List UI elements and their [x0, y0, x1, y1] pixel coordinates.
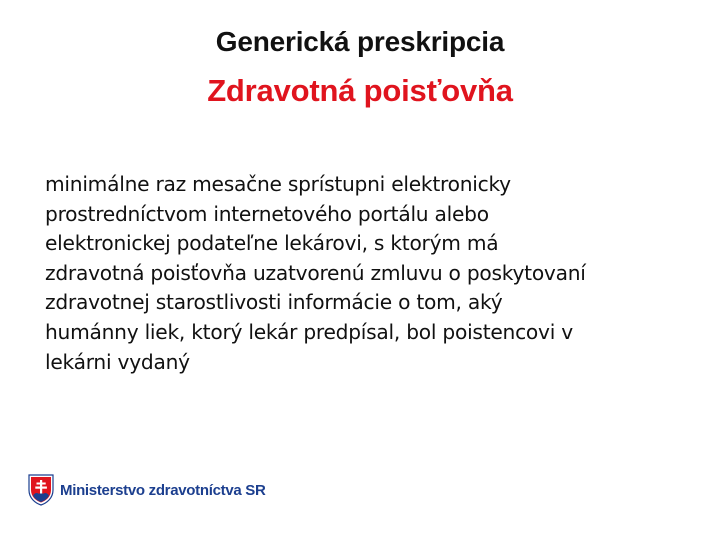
body-paragraph [45, 170, 695, 377]
slide-subtitle: Zdravotná poisťovňa [207, 73, 513, 108]
ministry-logo [28, 472, 266, 508]
body-line: humánny liek, ktorý lekár predpísal, bol poistencovi v [45, 319, 573, 344]
ministry-logo-text: Ministerstvo zdravotníctva SR [60, 481, 266, 499]
body-line: lekárni vydaný [45, 349, 190, 374]
body-line: zdravotnej starostlivosti informácie o tom, aký [45, 290, 503, 315]
body-line: elektronickej podateľne lekárovi, s ktorým má [45, 231, 499, 256]
body-line: zdravotná poisťovňa uzatvorenú zmluvu o poskytovaní [45, 260, 586, 285]
body-line: prostredníctvom internetového portálu alebo [45, 201, 489, 226]
slovak-coat-of-arms-icon [28, 474, 54, 506]
slide-title: Generická preskripcia [215, 26, 505, 57]
body-line: minimálne raz mesačne sprístupni elektronicky [45, 172, 511, 196]
title-block [0, 22, 720, 112]
